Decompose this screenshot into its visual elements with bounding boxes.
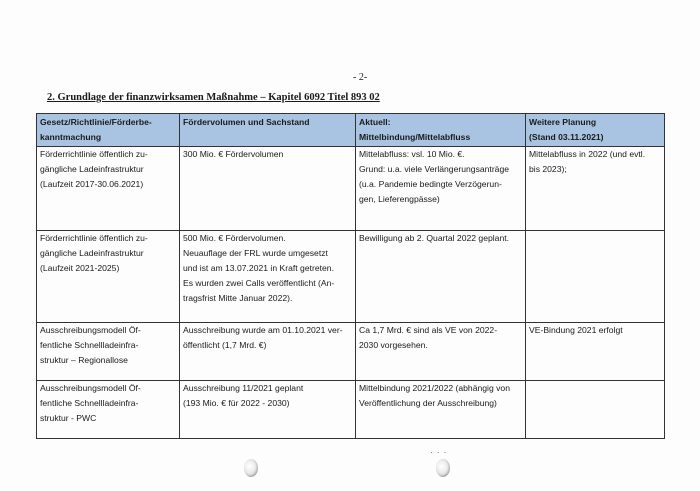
column-header — [37, 114, 180, 147]
header-text: Fördervolumen und Sachstand — [183, 117, 310, 127]
cell-text: Ausschreibungsmodell Öf- — [40, 383, 141, 393]
cell-text: öffentlicht (1,7 Mrd. €) — [183, 340, 267, 350]
cell-text: gen, Lieferengpässe) — [359, 194, 440, 204]
header-text: Weitere Planung — [529, 117, 597, 127]
punch-hole-left — [244, 459, 258, 477]
cell-text: gängliche Ladeinfrastruktur — [40, 248, 144, 258]
header-text: Aktuell: — [359, 117, 391, 127]
scan-dots: · · · — [430, 448, 448, 457]
cell-text: fentliche Schnellladeinfra- — [40, 340, 139, 350]
header-text: (Stand 03.11.2021) — [529, 132, 604, 142]
table-cell — [356, 147, 526, 231]
cell-text: tragsfrist Mitte Januar 2022). — [183, 293, 293, 303]
cell-text: bis 2023); — [529, 164, 567, 174]
cell-text: Ausschreibung 11/2021 geplant — [183, 383, 304, 393]
table-row — [37, 147, 665, 231]
column-header — [180, 114, 356, 147]
table-body — [37, 147, 665, 439]
table-cell — [180, 231, 356, 323]
column-header — [356, 114, 526, 147]
table-cell — [37, 231, 180, 323]
page-number: - 2- — [353, 72, 368, 83]
cell-text: Mittelabfluss: vsl. 10 Mio. €. — [359, 149, 465, 159]
table-cell — [37, 147, 180, 231]
table-cell — [180, 147, 356, 231]
cell-text: (Laufzeit 2017-30.06.2021) — [40, 179, 144, 189]
cell-text: Es wurden zwei Calls veröffentlicht (An- — [183, 278, 335, 288]
measures-table — [36, 113, 665, 439]
table-row — [37, 323, 665, 381]
table-cell — [37, 323, 180, 381]
table-cell — [37, 381, 180, 439]
cell-text: (193 Mio. € für 2022 - 2030) — [183, 398, 290, 408]
table-cell — [356, 231, 526, 323]
cell-text: Förderrichtlinie öffentlich zu- — [40, 149, 148, 159]
table-cell — [526, 147, 665, 231]
table-cell — [356, 323, 526, 381]
cell-text: struktur - PWC — [40, 413, 97, 423]
cell-text: Förderrichtlinie öffentlich zu- — [40, 233, 148, 243]
cell-text: 2030 vorgesehen. — [359, 340, 428, 350]
table-cell — [526, 323, 665, 381]
header-text: Mittelbindung/Mittelabfluss — [359, 132, 471, 142]
cell-text: VE-Bindung 2021 erfolgt — [529, 325, 623, 335]
header-text: kanntmachung — [40, 132, 102, 142]
table-cell — [356, 381, 526, 439]
cell-text: gängliche Ladeinfrastruktur — [40, 164, 144, 174]
cell-text: Mittelbindung 2021/2022 (abhängig von — [359, 383, 510, 393]
table-cell — [180, 323, 356, 381]
cell-text: Ausschreibung wurde am 01.10.2021 ver- — [183, 325, 343, 335]
punch-hole-right — [436, 459, 450, 477]
table-header-row — [37, 114, 665, 147]
table-cell — [526, 231, 665, 323]
column-header — [526, 114, 665, 147]
cell-text: Ausschreibungsmodell Öf- — [40, 325, 141, 335]
cell-text: 500 Mio. € Fördervolumen. — [183, 233, 286, 243]
table-row — [37, 381, 665, 439]
cell-text: fentliche Schnellladeinfra- — [40, 398, 139, 408]
header-text: Gesetz/Richtlinie/Förderbe- — [40, 117, 152, 127]
cell-text: 300 Mio. € Fördervolumen — [183, 149, 284, 159]
cell-text: Mittelabfluss in 2022 (und evtl. — [529, 149, 646, 159]
table-row — [37, 231, 665, 323]
cell-text: und ist am 13.07.2021 in Kraft getreten. — [183, 263, 334, 273]
cell-text: (Laufzeit 2021-2025) — [40, 263, 120, 273]
cell-text: Bewilligung ab 2. Quartal 2022 geplant. — [359, 233, 510, 243]
cell-text: Ca 1,7 Mrd. € sind als VE von 2022- — [359, 325, 498, 335]
table-cell — [180, 381, 356, 439]
section-title: 2. Grundlage der finanzwirksamen Maßnahme – Kapitel 6092 Titel 893 02 — [47, 92, 380, 103]
table-cell — [526, 381, 665, 439]
cell-text: Neuauflage der FRL wurde umgesetzt — [183, 248, 328, 258]
cell-text: struktur – Regionallose — [40, 355, 128, 365]
cell-text: (u.a. Pandemie bedingte Verzögerun- — [359, 179, 502, 189]
cell-text: Veröffentlichung der Ausschreibung) — [359, 398, 497, 408]
cell-text: Grund: u.a. viele Verlängerungsanträge — [359, 164, 510, 174]
